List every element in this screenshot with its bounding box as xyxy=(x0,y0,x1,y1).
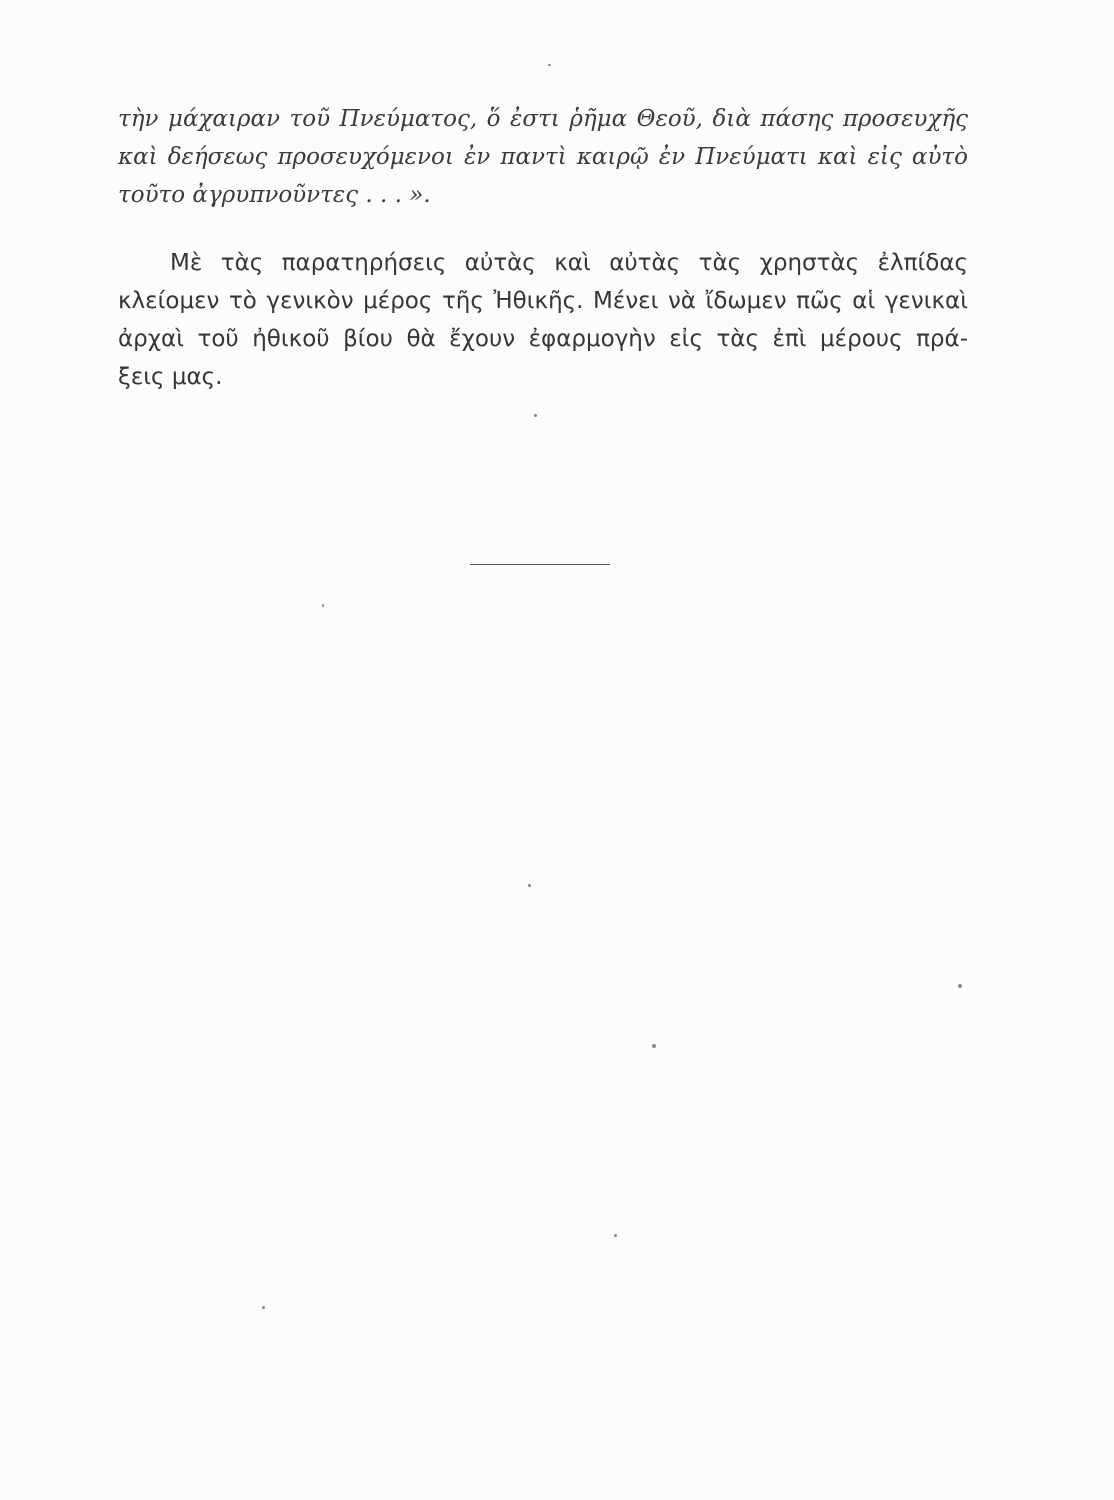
paragraph-line: κλείομεν τὸ γενικὸν μέρος τῆς Ἠθικῆς. Μένει νὰ ἴδωμεν πῶς αἱ γενικαὶ xyxy=(118,288,968,314)
quote-block xyxy=(118,100,968,214)
paper-speck xyxy=(528,884,531,887)
paper-speck xyxy=(958,984,962,988)
section-divider-rule xyxy=(470,564,610,565)
paper-speck xyxy=(262,1306,265,1309)
quote-line: τὴν μάχαιραν τοῦ Πνεύματος, ὅ ἐστι ῥῆμα Θεοῦ, διὰ πάσης προσευχῆς xyxy=(118,106,968,132)
paragraph-line: ἀρχαὶ τοῦ ἠθικοῦ βίου θὰ ἔχουν ἐφαρμογὴν εἰς τὰς ἐπὶ μέρους πρά- xyxy=(118,326,968,352)
quote-line: καὶ δεήσεως προσευχόμενοι ἐν παντὶ καιρῷ ἐν Πνεύματι καὶ εἰς αὐτὸ xyxy=(118,144,968,170)
closing-paragraph xyxy=(118,244,968,396)
paper-speck xyxy=(652,1044,656,1048)
paragraph-line: ξεις μας. xyxy=(118,364,223,390)
paper-speck xyxy=(322,604,324,607)
quote-line: τοῦτο ἀγρυπνοῦντες . . . ». xyxy=(118,182,431,208)
paper-speck xyxy=(534,414,537,417)
paper-speck xyxy=(548,64,551,66)
paper-speck xyxy=(614,1234,617,1237)
paragraph-line: Μὲ τὰς παρατηρήσεις αὐτὰς καὶ αὐτὰς τὰς χρηστὰς ἐλπίδας xyxy=(170,250,968,276)
